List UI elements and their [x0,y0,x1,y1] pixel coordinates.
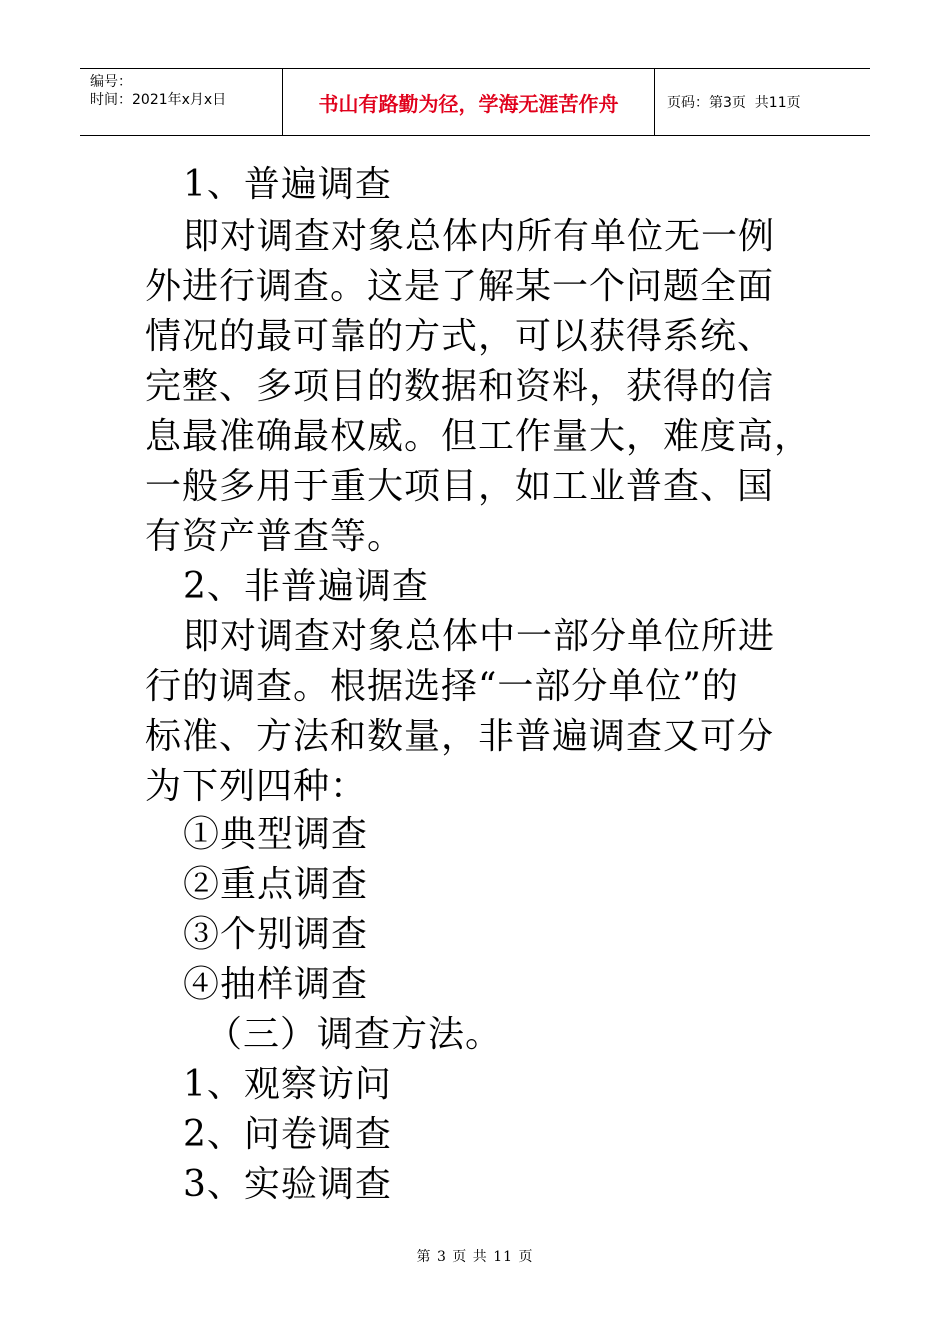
heading-survey-methods: （三）调查方法。 [206,1014,503,1055]
paragraph-line: 情况的最可靠的方式，可以获得系统、 [145,316,775,357]
list-item: ④抽样调查 [183,964,369,1005]
header-page-cell [655,69,870,135]
header-meta-cell [80,69,283,135]
paragraph-line: 完整、多项目的数据和资料，获得的信 [145,366,775,407]
list-item: ①典型调查 [183,814,369,855]
page-footer: 第 3 页 共 11 页 [416,1249,534,1265]
heading-non-universal-survey: 2、非普遍调查 [183,566,429,607]
page-info: 页码：第3页 共11页 [667,95,801,111]
heading-universal-survey: 1、普遍调查 [183,164,392,205]
time-label: 时间：2021年x月x日 [90,92,227,108]
paragraph-line: 息最准确最权威。但工作量大，难度高， [145,416,812,457]
header-motto-cell [283,69,655,135]
paragraph-line: 行的调查。根据选择“一部分单位”的 [145,666,739,707]
list-item: 2、问卷调查 [183,1114,392,1155]
document-header [80,68,870,136]
paragraph-line: 即对调查对象总体内所有单位无一例 [183,216,776,257]
paragraph-line: 外进行调查。这是了解某一个问题全面 [145,266,775,307]
list-item: ③个别调查 [183,914,369,955]
paragraph-line: 一般多用于重大项目，如工业普查、国 [145,466,775,507]
motto-text: 书山有路勤为径，学海无涯苦作舟 [318,91,619,116]
paragraph-line: 为下列四种： [145,766,368,807]
list-item: ②重点调查 [183,864,369,905]
number-label: 编号： [90,74,132,90]
list-item: 3、实验调查 [183,1164,392,1205]
paragraph-line: 有资产普查等。 [145,516,405,557]
paragraph-line: 即对调查对象总体中一部分单位所进 [183,616,776,657]
list-item: 1、观察访问 [183,1064,392,1105]
paragraph-line: 标准、方法和数量，非普遍调查又可分 [145,716,775,757]
